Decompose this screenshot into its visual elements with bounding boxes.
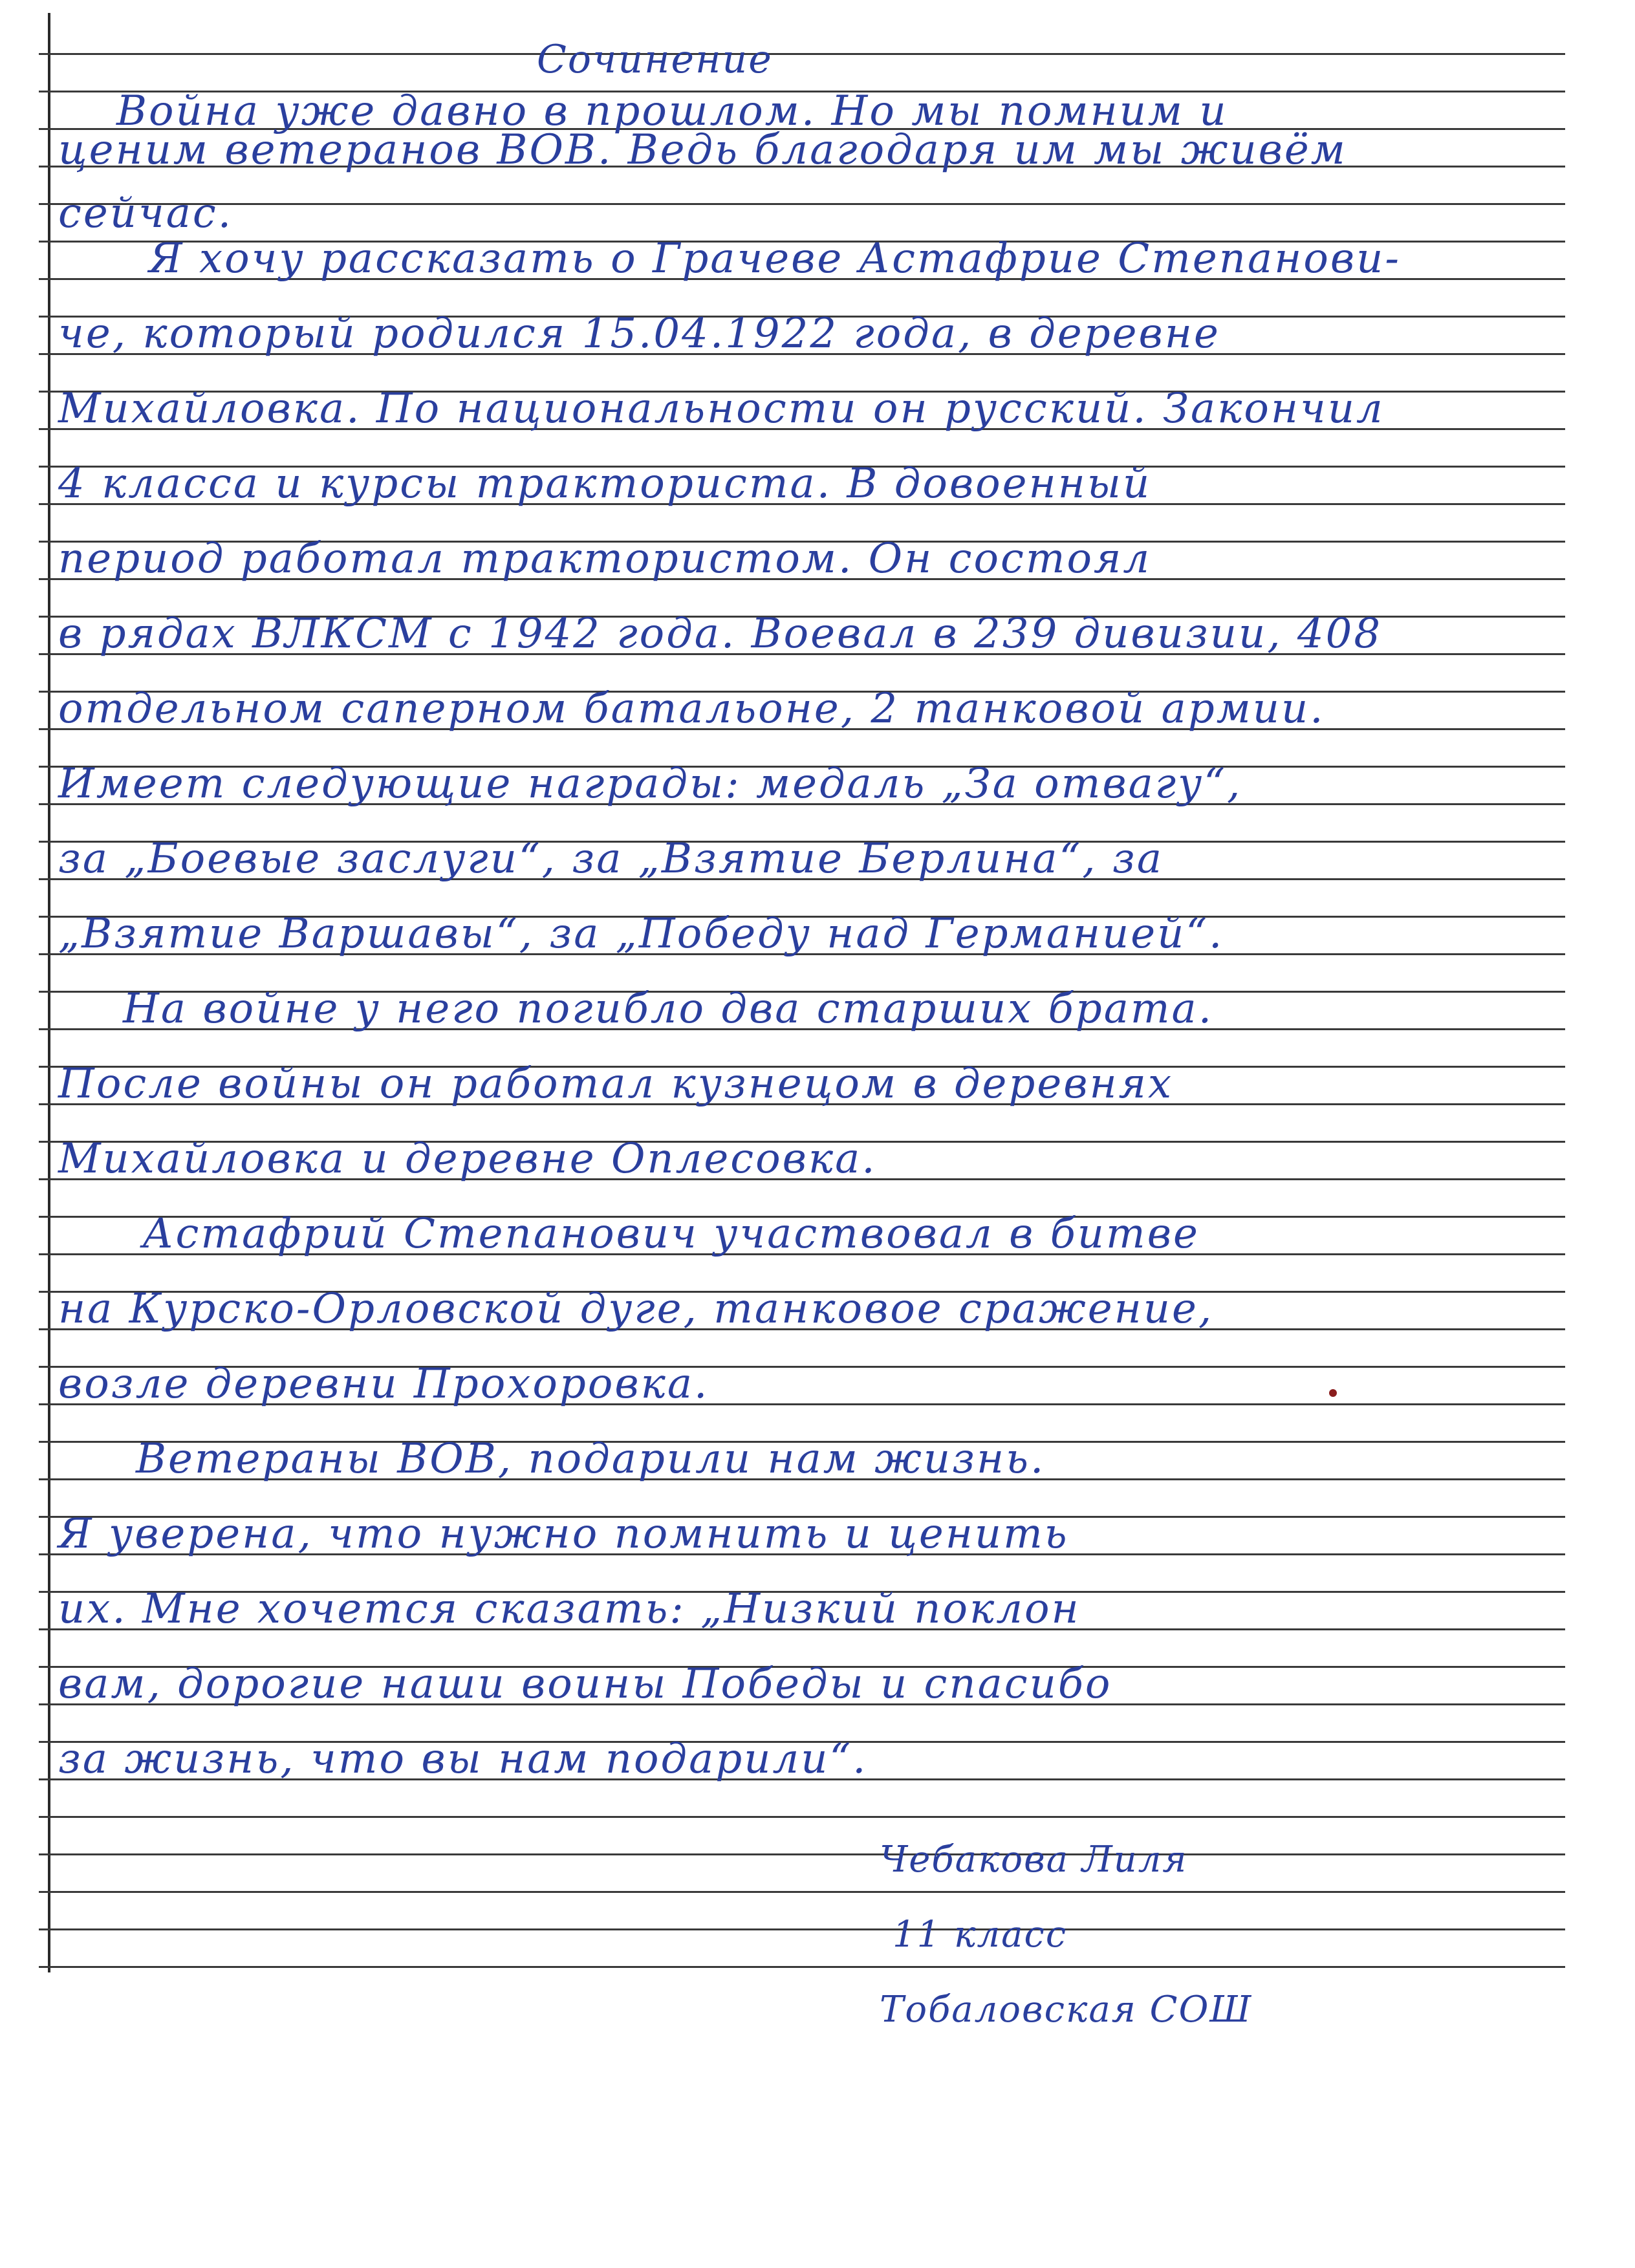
text-line-21: Я уверена, что нужно помнить и ценить (58, 1510, 1069, 1558)
text-line-4: Я хочу рассказать о Грачеве Астафрие Степанови- (149, 235, 1401, 283)
text-line-9: в рядах ВЛКСМ с 1942 года. Воевал в 239 дивизии, 408 (58, 610, 1383, 658)
text-line-24: за жизнь, что вы нам подарили“. (58, 1735, 868, 1783)
text-line-6: Михайловка. По национальности он русский. Закончил (58, 385, 1385, 433)
text-line-12: за „Боевые заслуги“, за „Взятие Берлина“, за (58, 835, 1164, 883)
text-line-19: возле деревни Прохоровка. (58, 1360, 709, 1408)
ruled-line (39, 1966, 1565, 1968)
ink-dot (1329, 1389, 1337, 1397)
text-line-10: отдельном саперном батальоне, 2 танковой армии. (58, 685, 1325, 733)
text-line-23: вам, дорогие наши воины Победы и спасибо (58, 1660, 1112, 1708)
ruled-line (39, 203, 1565, 205)
ruled-line (39, 53, 1565, 55)
text-line-17: Астафрий Степанович участвовал в битве (142, 1210, 1200, 1258)
text-line-15: После войны он работал кузнецом в деревнях (58, 1060, 1174, 1108)
text-line-11: Имеет следующие награды: медаль „За отвагу“, (58, 760, 1242, 808)
text-line-20: Ветераны ВОВ, подарили нам жизнь. (136, 1435, 1046, 1483)
text-line-14: На войне у него погибло два старших брата. (123, 985, 1214, 1033)
ruled-line (39, 1853, 1565, 1855)
text-line-18: на Курско-Орловской дуге, танковое сражение, (58, 1285, 1214, 1333)
signature-grade: 11 класс (893, 1914, 1068, 1956)
text-line-16: Михайловка и деревне Оплесовка. (58, 1135, 877, 1183)
text-line-2: ценим ветеранов ВОВ. Ведь благодаря им мы живём (58, 126, 1347, 174)
text-line-13: „Взятие Варшавы“, за „Победу над Германией“. (58, 910, 1224, 958)
ruled-line (39, 1891, 1565, 1893)
ruled-line (39, 1816, 1565, 1818)
text-line-8: период работал трактористом. Он состоял (58, 535, 1152, 583)
text-line-5: че, который родился 15.04.1922 года, в деревне (58, 310, 1220, 358)
text-line-3: сейчас. (58, 189, 233, 237)
signature-name: Чебакова Лиля (880, 1839, 1188, 1881)
signature-school: Тобаловская СОШ (880, 1989, 1253, 2031)
text-line-1: Война уже давно в прошлом. Но мы помним и (116, 87, 1228, 135)
text-line-7: 4 класса и курсы тракториста. В довоенный (58, 460, 1152, 508)
essay-title: Сочинение (537, 37, 773, 82)
text-line-22: их. Мне хочется сказать: „Низкий поклон (58, 1585, 1081, 1633)
left-margin-line (48, 13, 50, 1972)
ruled-line (39, 1928, 1565, 1930)
